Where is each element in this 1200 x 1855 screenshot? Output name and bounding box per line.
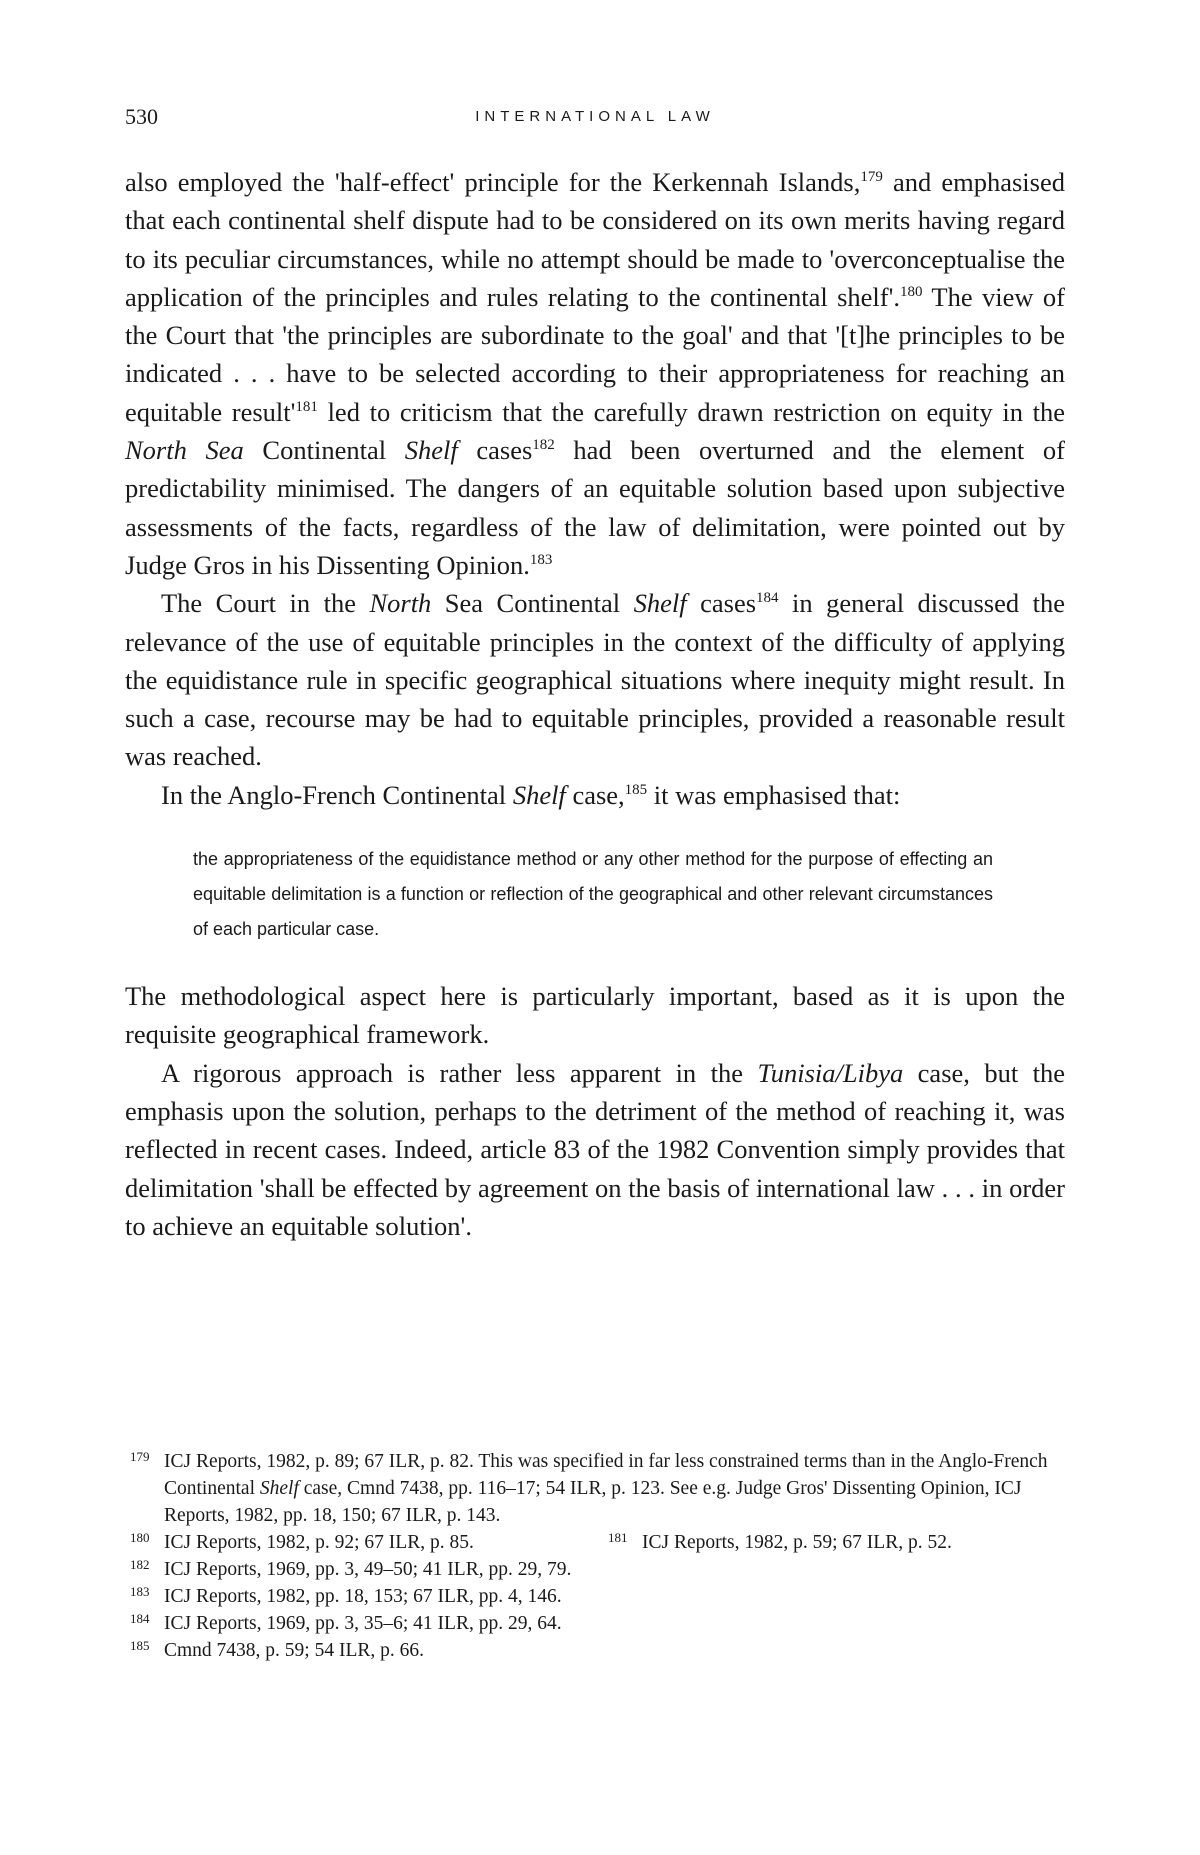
footnote-181 (608, 1529, 952, 1556)
footnote-ref-179[interactable]: 179 (860, 169, 883, 186)
text-run: In the Anglo-French Continental (161, 779, 513, 810)
text-run: cases (686, 588, 757, 619)
paragraph-5 (125, 1054, 1065, 1245)
footnotes (130, 1448, 1060, 1664)
text-run: Continental (243, 435, 405, 466)
block-quote: the appropriateness of the equidistance method or any other method for the purpose of effecting an equitable delimitation is a function or reflection of the geographical and other relevant circumstances of each particular case. (193, 849, 993, 940)
case-name-italic: North (369, 588, 432, 619)
footnote-text: case, Cmnd 7438, pp. 116–17; 54 ILR, p. 123. See e.g. Judge Gros' Dissenting Opinion, ICJ Reports, 1982, pp. 18, 150; 67 ILR, p. 143. (164, 1478, 1022, 1526)
footnote-number: 183 (130, 1584, 150, 1599)
footnote-182 (130, 1556, 1060, 1583)
footnote-text: ICJ Reports, 1982, p. 59; 67 ILR, p. 52. (642, 1532, 952, 1553)
footnote-ref-185[interactable]: 185 (624, 781, 648, 798)
footnote-number: 179 (130, 1449, 150, 1464)
case-name-italic: Tunisia/Libya (757, 1057, 904, 1088)
footnote-number: 185 (130, 1638, 150, 1653)
text-run: had been overturned and the element of predictability minimised. The dangers of an equitable solution based upon subjective assessments of the facts, regardless of the law of delimitation, were pointed out by Judge Gros in his Dissenting Opinion. (125, 435, 1065, 580)
footnote-number: 181 (608, 1530, 628, 1545)
footnote-179 (130, 1448, 1060, 1529)
text-run: The Court in the (161, 588, 370, 619)
text-run: case, but the emphasis upon the solution, perhaps to the detriment of the method of reaching it, was reflected in recent cases. Indeed, article 83 of the 1982 Convention simply provides that delimitation 'shall be effected by agreement on the basis of international law . . . in order to achieve an equitable solution'. (125, 1057, 1065, 1241)
footnote-text: Cmnd 7438, p. 59; 54 ILR, p. 66. (164, 1640, 425, 1661)
footnote-ref-181[interactable]: 181 (295, 398, 318, 415)
case-name-italic: Shelf (633, 588, 687, 619)
text-run: Sea Continental (431, 588, 634, 619)
footnote-ref-182[interactable]: 182 (532, 437, 555, 454)
footnote-180 (130, 1529, 474, 1556)
footnote-text: ICJ Reports, 1969, pp. 3, 35–6; 41 ILR, pp. 29, 64. (164, 1613, 562, 1634)
paragraph-4: The methodological aspect here is particularly important, based as it is upon the requisite geographical framework. (125, 981, 1065, 1050)
text-run: in general discussed the relevance of the use of equitable principles in the context of the difficulty of applying the equidistance rule in specific geographical situations where inequity might result. In such a case, recourse may be had to equitable principles, provided a reasonable result was reached. (125, 588, 1065, 772)
text-run: cases (457, 435, 533, 466)
text-run: led to criticism that the carefully drawn restriction on equity in the (317, 396, 1065, 427)
footnote-text: ICJ Reports, 1982, pp. 18, 153; 67 ILR, pp. 4, 146. (164, 1586, 562, 1607)
paragraph-2 (125, 584, 1065, 775)
footnote-text: ICJ Reports, 1982, p. 89; 67 ILR, p. 82. This was specified in far less constrained terms than in the Anglo-French Continental (164, 1451, 1048, 1499)
main-text (125, 163, 1065, 1245)
text-run: A rigorous approach is rather less apparent in the (161, 1057, 758, 1088)
footnote-text: ICJ Reports, 1982, p. 92; 67 ILR, p. 85. (164, 1532, 474, 1553)
footnote-183 (130, 1583, 1060, 1610)
footnote-ref-184[interactable]: 184 (756, 590, 779, 607)
text-run: The view of the Court that 'the principles are subordinate to the goal' and that '[t]he principles to be indicated . . . have to be selected according to their appropriateness for reaching an equitable result' (125, 281, 1065, 427)
paragraph-1 (125, 163, 1065, 584)
footnote-number: 180 (130, 1530, 150, 1545)
footnote-185 (130, 1637, 1060, 1664)
footnote-184 (130, 1610, 1060, 1637)
page-number: 530 (125, 104, 158, 129)
footnote-text: ICJ Reports, 1969, pp. 3, 49–50; 41 ILR, pp. 29, 79. (164, 1559, 572, 1580)
footnote-ref-180[interactable]: 180 (900, 284, 923, 301)
footnote-ref-183[interactable]: 183 (529, 552, 553, 569)
text-run: case, (565, 779, 625, 810)
page-header (125, 104, 1065, 134)
text-run: also employed the 'half-effect' principle for the Kerkennah Islands, (125, 167, 861, 197)
running-head: INTERNATIONAL LAW (475, 108, 715, 125)
case-name-italic: Shelf (512, 779, 566, 810)
case-name-italic: Shelf (259, 1478, 299, 1499)
paragraph-3 (125, 776, 1065, 814)
case-name-italic: Shelf (404, 435, 458, 466)
text-run: and emphasised that each continental shelf dispute had to be considered on its own merits having regard to its peculiar circumstances, while no attempt should be made to 'overconceptualise the application of the principles and rules relating to the continental shelf'. (125, 167, 1065, 312)
footnote-number: 182 (130, 1557, 150, 1572)
footnote-row (130, 1529, 1060, 1556)
text-run: it was emphasised that: (647, 779, 901, 810)
footnote-number: 184 (130, 1611, 150, 1626)
case-name-italic: North Sea (125, 435, 244, 466)
